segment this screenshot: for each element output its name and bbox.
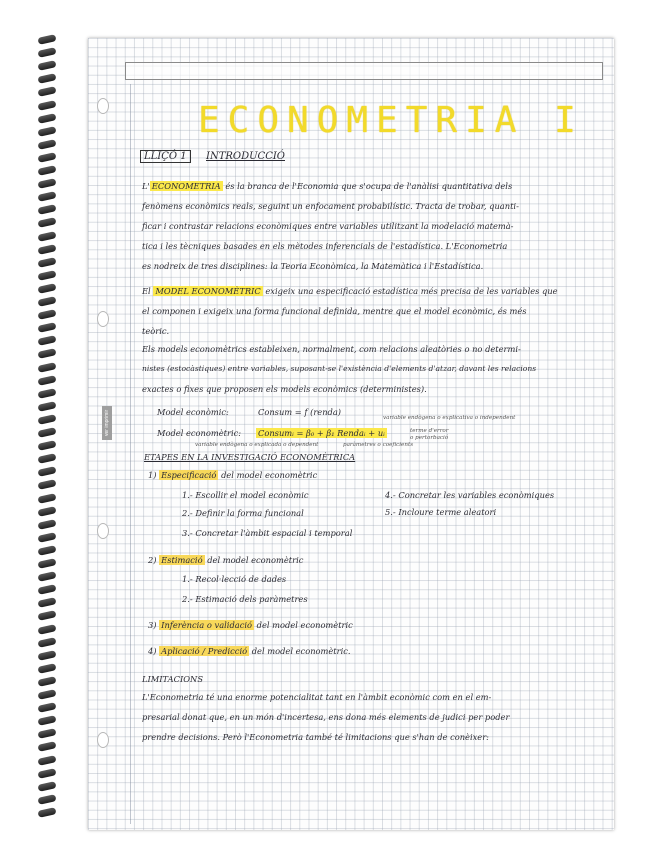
intro-line-2: fenòmens econòmics reals, seguint un enfocament probabilístic. Tracta de trobar, quanti- — [142, 201, 519, 211]
spiral-coil — [37, 532, 56, 543]
spiral-coil — [37, 702, 56, 713]
spiral-coil — [37, 453, 56, 464]
intro-line-1: L' ECONOMETRIA és la branca de l'Economia que s'ocupa de l'anàlisi quantitativa dels — [142, 181, 513, 191]
term-econometria: ECONOMETRIA — [151, 181, 221, 191]
stage-2-item: 2.- Estimació dels paràmetres — [182, 594, 308, 604]
econ-model-label: Model econòmic: — [157, 407, 229, 417]
punch-hole — [97, 732, 109, 748]
model-line-1: El MODEL ECONOMÈTRIC exigeix una especificació estadística més precisa de les variables que — [142, 286, 558, 296]
model-line-2: el componen i exigeix una forma funcional definida, mentre que el model econòmic, és més — [142, 306, 527, 316]
spiral-coil — [37, 742, 56, 753]
spiral-coil — [37, 100, 56, 111]
spiral-coil — [37, 506, 56, 517]
metric-model-label: Model economètric: — [157, 428, 242, 438]
spiral-coil — [37, 715, 56, 726]
spiral-coil — [37, 152, 56, 163]
spiral-coil — [37, 598, 56, 609]
spiral-coil — [37, 296, 56, 307]
note-parameters: paràmetres o coeficients — [343, 442, 414, 448]
note-error-term-2: o pertorbació — [410, 435, 449, 441]
header-box — [125, 62, 603, 80]
punch-hole — [97, 523, 109, 539]
spiral-coil — [37, 676, 56, 687]
spiral-coil — [37, 794, 56, 805]
stages-heading: ETAPES EN LA INVESTIGACIÓ ECONOMÈTRICA — [144, 452, 356, 462]
spiral-coil — [37, 139, 56, 150]
lesson-topic: INTRODUCCIÓ — [206, 151, 285, 162]
punch-hole — [97, 98, 109, 114]
spiral-coil — [37, 414, 56, 425]
spiral-coil — [37, 244, 56, 255]
spiral-coil — [37, 558, 56, 569]
note-endogenous: variable endògena o explicada o dependent — [195, 442, 319, 448]
term-model-econometric: MODEL ECONOMÈTRIC — [155, 286, 261, 296]
spiral-coil — [37, 388, 56, 399]
metric-model-formula: Consumᵢ = β₀ + β₁ Rendaᵢ + uᵢ — [258, 428, 385, 438]
spiral-coil — [37, 427, 56, 438]
spiral-coil — [37, 349, 56, 360]
page-title: ECONOMETRIA I — [198, 100, 584, 141]
spiral-coil — [37, 545, 56, 556]
spiral-coil — [37, 336, 56, 347]
limitations-heading: LIMITACIONS — [142, 674, 204, 684]
spiral-coil — [37, 650, 56, 661]
spiral-coil — [37, 571, 56, 582]
spiral-coil — [37, 375, 56, 386]
spiral-coil — [37, 519, 56, 530]
lesson-label: LLIÇÓ 1 — [140, 150, 191, 163]
punch-hole — [97, 311, 109, 327]
side-tab-label: ver imprimir — [102, 406, 112, 440]
model-line-4: Els models economètrics estableixen, normalment, com relacions aleatòries o no determi- — [142, 344, 521, 354]
stage-1: 1) Especificació del model economètric — [148, 470, 318, 480]
spiral-coil — [37, 480, 56, 491]
spiral-coil — [37, 34, 56, 45]
spiral-coil — [37, 231, 56, 242]
spiral-coil — [37, 401, 56, 412]
spiral-coil — [37, 440, 56, 451]
stage-2: 2) Estimació del model economètric — [148, 555, 304, 565]
spiral-coil — [37, 309, 56, 320]
spiral-coil — [37, 729, 56, 740]
spiral-coil — [37, 270, 56, 281]
intro-line-3: ficar i contrastar relacions econòmiques entre variables utilitzant la modelació matemà- — [142, 221, 514, 231]
spiral-coil — [37, 126, 56, 137]
spiral-coil — [37, 87, 56, 98]
spiral-coil — [37, 60, 56, 71]
spiral-coil — [37, 689, 56, 700]
note-error-term-1: terme d'error — [410, 428, 449, 434]
model-line-3: teòric. — [142, 326, 170, 336]
spiral-coil — [37, 755, 56, 766]
note-exogenous: variable endògena o explicativa o independent — [383, 415, 516, 421]
spiral-coil — [37, 768, 56, 779]
stage-4: 4) Aplicació / Predicció del model economètric. — [148, 646, 351, 656]
spiral-coil — [37, 283, 56, 294]
stage-1-item: 1.- Escollir el model econòmic — [182, 490, 309, 500]
spiral-coil — [37, 467, 56, 478]
spiral-coil — [37, 165, 56, 176]
stage-1-item: 4.- Concretar les variables econòmiques — [385, 490, 555, 500]
spiral-coil — [37, 47, 56, 58]
spiral-coil — [37, 362, 56, 373]
margin-line — [130, 84, 131, 824]
spiral-coil — [37, 191, 56, 202]
model-line-6: exactes o fixes que proposen els models econòmics (deterministes). — [142, 384, 427, 394]
stage-3: 3) Inferència o validació del model economètric — [148, 620, 353, 630]
spiral-coil — [37, 178, 56, 189]
econ-model-formula: Consum = f (renda) — [258, 407, 342, 417]
spiral-coil — [37, 205, 56, 216]
model-line-5: nistes (estocàstiques) entre variables, suposant-se l'existència d'elements d'atzar, davant les relacions — [142, 364, 537, 373]
stage-2-item: 1.- Recol·lecció de dades — [182, 574, 287, 584]
spiral-coil — [37, 663, 56, 674]
stage-1-item: 5.- Incloure terme aleatori — [385, 507, 497, 517]
spiral-coil — [37, 493, 56, 504]
limitations-line-3: prendre decisions. Però l'Econometria també té limitacions que s'han de conèixer: — [142, 732, 489, 742]
spiral-coil — [37, 74, 56, 85]
intro-line-4: tica i les tècniques basades en els mètodes inferencials de l'estadística. L'Econometria — [142, 241, 508, 251]
spiral-coil — [37, 257, 56, 268]
spiral-coil — [37, 218, 56, 229]
limitations-line-2: presarial donat que, en un món d'incertesa, ens dona més elements de judici per poder — [142, 712, 510, 722]
limitations-line-1: L'Econometria té una enorme potencialitat tant en l'àmbit econòmic com en el em- — [142, 692, 492, 702]
spiral-coil — [37, 807, 56, 818]
spiral-coil — [37, 624, 56, 635]
spiral-coil — [37, 113, 56, 124]
spiral-coil — [37, 584, 56, 595]
intro-line-5: es nodreix de tres disciplines: la Teoria Econòmica, la Matemàtica i l'Estadística. — [142, 261, 484, 271]
spiral-coil — [37, 611, 56, 622]
stage-1-item: 2.- Definir la forma funcional — [182, 508, 304, 518]
spiral-coil — [37, 322, 56, 333]
spiral-coil — [37, 637, 56, 648]
stage-1-item: 3.- Concretar l'àmbit espacial i temporal — [182, 528, 353, 538]
spiral-coil — [37, 781, 56, 792]
